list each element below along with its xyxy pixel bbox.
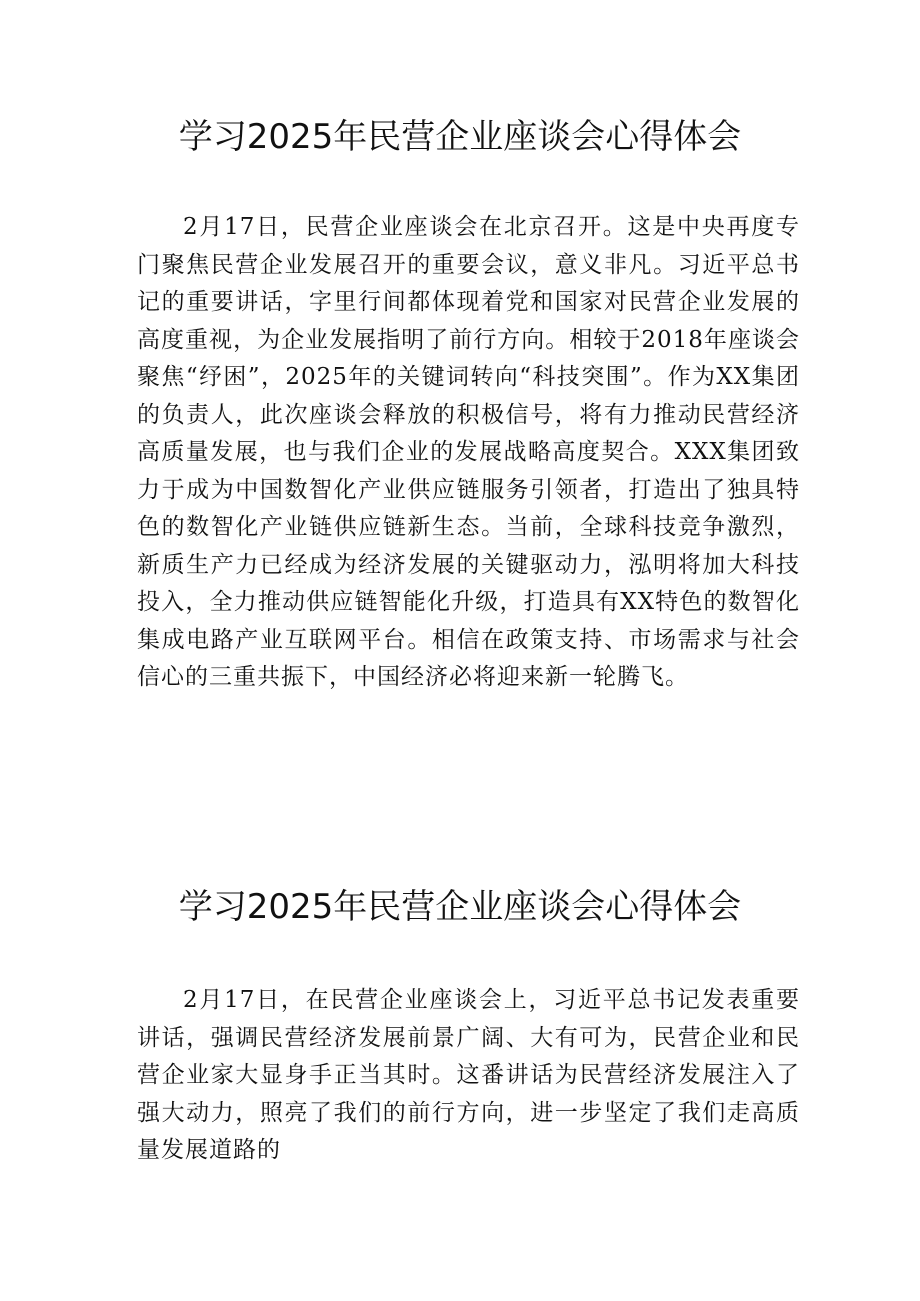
section-2-title: 学习2025年民营企业座谈会心得体会 bbox=[178, 887, 742, 927]
section-1-paragraph: 2月17日，民营企业座谈会在北京召开。这是中央再度专门聚焦民营企业发展召开的重要会议，意义非凡。习近平总书记的重要讲话，字里行间都体现着党和国家对民营企业发展的高度重视，为企业发展指明了前行方向。相较于2018年座谈会聚焦“纾困”，2025年的关键词转向“科技突围”。作为XX集团的负责人，此次座谈会释放的积极信号，将有力推动民营经济高质量发展，也与我们企业的发展战略高度契合。XXX集团致力于成为中国数智化产业供应链服务引领者，打造出了独具特色的数智化产业链供应链新生态。当前，全球科技竞争激烈，新质生产力已经成为经济发展的关键驱动力，泓明将加大科技投入，全力推动供应链智能化升级，打造具有XX特色的数智化集成电路产业互联网平台。相信在政策支持、市场需求与社会信心的三重共振下，中国经济必将迎来新一轮腾飞。 bbox=[137, 214, 800, 690]
section-1-title: 学习2025年民营企业座谈会心得体会 bbox=[178, 117, 742, 157]
section-2-paragraph: 2月17日，在民营企业座谈会上，习近平总书记发表重要讲话，强调民营经济发展前景广阔、大有可为，民营企业和民营企业家大显身手正当其时。这番讲话为民营经济发展注入了强大动力，照亮了我们的前行方向，进一步坚定了我们走高质量发展道路的 bbox=[137, 987, 800, 1163]
